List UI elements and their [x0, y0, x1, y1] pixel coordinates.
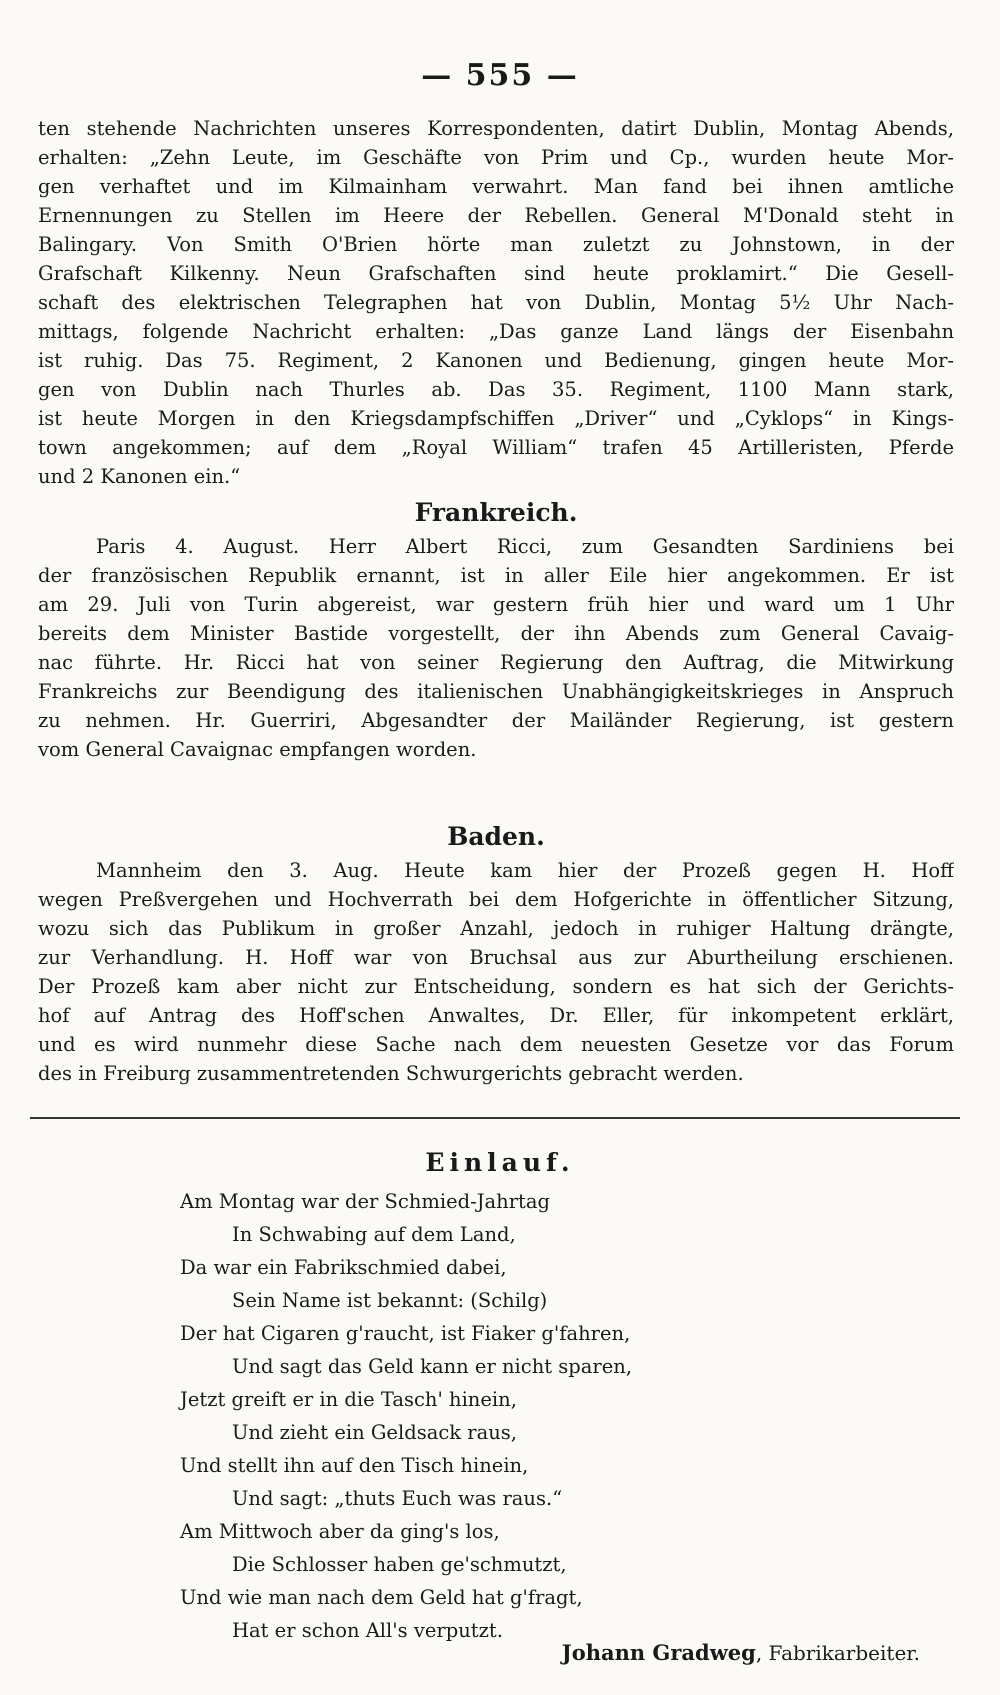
poem-signature: [480, 1640, 920, 1665]
poem-line: Sein Name ist bekannt: (Schilg): [232, 1289, 548, 1312]
text-line: des in Freiburg zusammentretenden Schwurgerichts gebracht werden.: [38, 1062, 744, 1085]
text-line: am 29. Juli von Turin abgereist, war gestern früh hier und ward um 1 Uhr: [38, 593, 954, 616]
text-line: wozu sich das Publikum in großer Anzahl, jedoch in ruhiger Haltung drängte,: [38, 917, 954, 940]
poem-line: Am Montag war der Schmied-Jahrtag: [180, 1190, 551, 1213]
section-baden: [38, 818, 954, 1088]
poem-title: Einlauf.: [425, 1148, 575, 1177]
text-line: und es wird nunmehr diese Sache nach dem neuesten Gesetze vor das Forum: [38, 1033, 954, 1056]
text-line: und 2 Kanonen ein.“: [38, 465, 241, 488]
text-line: Der Prozeß kam aber nicht zur Entscheidung, sondern es hat sich der Gerichts-: [38, 975, 954, 998]
text-line: Balingary. Von Smith O'Brien hörte man zuletzt zu Johnstown, in der: [38, 233, 954, 256]
text-line: der französischen Republik ernannt, ist in aller Eile hier angekommen. Er ist: [38, 564, 954, 587]
poem-line: Und sagt: „thuts Euch was raus.“: [232, 1487, 563, 1510]
section-heading: Frankreich.: [414, 498, 578, 527]
text-line: schaft des elektrischen Telegraphen hat von Dublin, Montag 5½ Uhr Nach-: [38, 291, 954, 314]
poem-line: Jetzt greift er in die Tasch' hinein,: [180, 1388, 517, 1411]
text-line: Mannheim den 3. Aug. Heute kam hier der Prozeß gegen H. Hoff: [96, 859, 954, 882]
poem-line: Und wie man nach dem Geld hat g'fragt,: [180, 1586, 583, 1609]
text-line: erhalten: „Zehn Leute, im Geschäfte von Prim und Cp., wurden heute Mor-: [38, 146, 954, 169]
text-line: ist heute Morgen in den Kriegsdampfschiffen „Driver“ und „Cyklops“ in Kings-: [38, 407, 954, 430]
poem-line: Da war ein Fabrikschmied dabei,: [180, 1256, 507, 1279]
text-line: wegen Preßvergehen und Hochverrath bei dem Hofgerichte in öffentlicher Sitzung,: [38, 888, 954, 911]
section-divider: [30, 1117, 960, 1119]
page-number: — 555 —: [421, 58, 579, 93]
text-line: Ernennungen zu Stellen im Heere der Rebellen. General M'Donald steht in: [38, 204, 954, 227]
text-line: zu nehmen. Hr. Guerriri, Abgesandter der Mailänder Regierung, ist gestern: [38, 709, 954, 732]
text-line: town angekommen; auf dem „Royal William“ trafen 45 Artilleristen, Pferde: [38, 436, 954, 459]
text-line: mittags, folgende Nachricht erhalten: „Das ganze Land längs der Eisenbahn: [38, 320, 954, 343]
text-line: bereits dem Minister Bastide vorgestellt, der ihn Abends zum General Cavaig-: [38, 622, 954, 645]
poem-line: Am Mittwoch aber da ging's los,: [180, 1520, 500, 1543]
article-ireland-continuation: [38, 114, 954, 491]
section-france: [38, 494, 954, 764]
text-line: ist ruhig. Das 75. Regiment, 2 Kanonen und Bedienung, gingen heute Mor-: [38, 349, 954, 372]
text-line: zur Verhandlung. H. Hoff war von Bruchsal aus zur Aburtheilung erschienen.: [38, 946, 954, 969]
text-line: Grafschaft Kilkenny. Neun Grafschaften sind heute proklamirt.“ Die Gesell-: [38, 262, 954, 285]
signature-name: Johann Gradweg: [561, 1640, 756, 1665]
text-line: gen von Dublin nach Thurles ab. Das 35. Regiment, 1100 Mann stark,: [38, 378, 954, 401]
text-line: nac führte. Hr. Ricci hat von seiner Regierung den Auftrag, die Mitwirkung: [38, 651, 954, 674]
signature-role: , Fabrikarbeiter.: [755, 1641, 920, 1665]
poem-body: [180, 1185, 940, 1647]
text-line: Paris 4. August. Herr Albert Ricci, zum Gesandten Sardiniens bei: [96, 535, 954, 558]
text-line: vom General Cavaignac empfangen worden.: [38, 738, 477, 761]
poem-line: In Schwabing auf dem Land,: [232, 1223, 516, 1246]
section-heading: Baden.: [447, 822, 545, 851]
poem-line: Der hat Cigaren g'raucht, ist Fiaker g'fahren,: [180, 1322, 631, 1345]
text-line: Frankreichs zur Beendigung des italienischen Unabhängigkeitskrieges in Anspruch: [38, 680, 954, 703]
text-line: ten stehende Nachrichten unseres Korrespondenten, datirt Dublin, Montag Abends,: [38, 117, 954, 140]
text-line: gen verhaftet und im Kilmainham verwahrt. Man fand bei ihnen amtliche: [38, 175, 954, 198]
poem-line: Und zieht ein Geldsack raus,: [232, 1421, 517, 1444]
poem-line: Und sagt das Geld kann er nicht sparen,: [232, 1355, 633, 1378]
poem-line: Und stellt ihn auf den Tisch hinein,: [180, 1454, 529, 1477]
poem-line: Hat er schon All's verputzt.: [232, 1619, 503, 1642]
text-line: hof auf Antrag des Hoff'schen Anwaltes, Dr. Eller, für inkompetent erklärt,: [38, 1004, 954, 1027]
poem-line: Die Schlosser haben ge'schmutzt,: [232, 1553, 567, 1576]
